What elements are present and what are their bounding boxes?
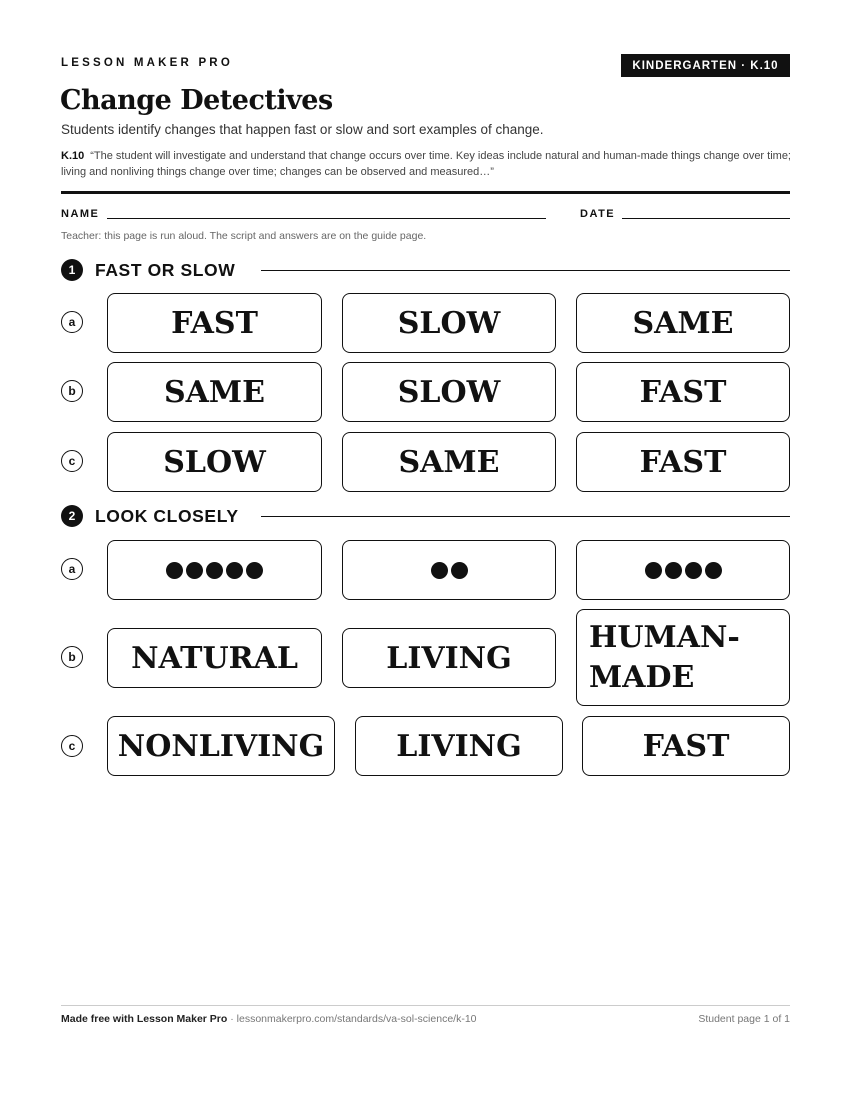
answer-card[interactable]: FAST [582,716,790,776]
dot [226,562,243,579]
section-number: 1 [61,259,83,281]
dot-group [166,562,263,579]
footer-url[interactable]: lessonmakerpro.com/standards/va-sol-science/k-10 [236,1013,477,1025]
answer-card[interactable]: FAST [576,432,790,492]
card-line: HUMAN- [589,619,740,655]
dot [665,562,682,579]
dot [206,562,223,579]
answer-card[interactable]: SLOW [342,293,556,353]
card-line: MADE [589,659,695,695]
row-letter: b [61,646,83,668]
section-number: 2 [61,505,83,527]
dot [431,562,448,579]
answer-card[interactable]: SLOW [107,432,322,492]
header-divider [61,191,790,194]
footer-credit [61,1013,477,1025]
teacher-note: Teacher: this page is run aloud. The script and answers are on the guide page. [61,230,427,242]
footer-divider [61,1005,790,1006]
row-letter: a [61,558,83,580]
grade-badge: KINDERGARTEN · K.10 [621,54,790,77]
page-number: Student page 1 of 1 [698,1013,790,1025]
dot-group [645,562,722,579]
answer-card[interactable]: SAME [107,362,322,422]
answer-card[interactable]: SLOW [342,362,556,422]
dot-card[interactable] [342,540,556,600]
section-title: FAST OR SLOW [95,260,245,281]
dot-card[interactable] [576,540,790,600]
answer-card[interactable]: LIVING [355,716,563,776]
row-letter: a [61,311,83,333]
standard-code: K.10 [61,150,85,162]
dot [705,562,722,579]
page-subtitle: Students identify changes that happen fast or slow and sort examples of change. [61,122,544,137]
section-fast-or-slow [61,259,790,281]
answer-card[interactable]: LIVING [342,628,556,688]
section-divider [261,270,790,271]
dot-group [431,562,468,579]
answer-card[interactable]: NATURAL [107,628,322,688]
row-letter: c [61,450,83,472]
answer-card[interactable]: FAST [107,293,322,353]
row-letter: c [61,735,83,757]
dot [451,562,468,579]
dot [645,562,662,579]
date-field[interactable] [622,218,790,219]
answer-card-multiline[interactable] [576,609,790,706]
answer-card[interactable]: SAME [576,293,790,353]
answer-card[interactable]: FAST [576,362,790,422]
dot [246,562,263,579]
dot [186,562,203,579]
section-look-closely [61,505,790,527]
answer-card[interactable]: SAME [342,432,556,492]
row-letter: b [61,380,83,402]
dot [166,562,183,579]
date-label: DATE [580,208,616,220]
name-field[interactable] [107,218,546,219]
answer-card[interactable]: NONLIVING [107,716,335,776]
name-label: NAME [61,208,100,220]
section-title: LOOK CLOSELY [95,506,249,527]
standard-description [61,148,791,180]
standard-text: “The student will investigate and understand that change occurs over time. Key ideas include natural and human-made things change over time; living and nonliving things change over time; changes can be observed and measured…” [61,150,791,178]
section-divider [261,516,790,517]
brand-name: LESSON MAKER PRO [61,57,233,69]
page-title: Change Detectives [60,85,333,116]
footer-separator: · [227,1013,237,1025]
dot-card[interactable] [107,540,322,600]
footer-made-with: Made free with Lesson Maker Pro [61,1013,228,1025]
dot [685,562,702,579]
